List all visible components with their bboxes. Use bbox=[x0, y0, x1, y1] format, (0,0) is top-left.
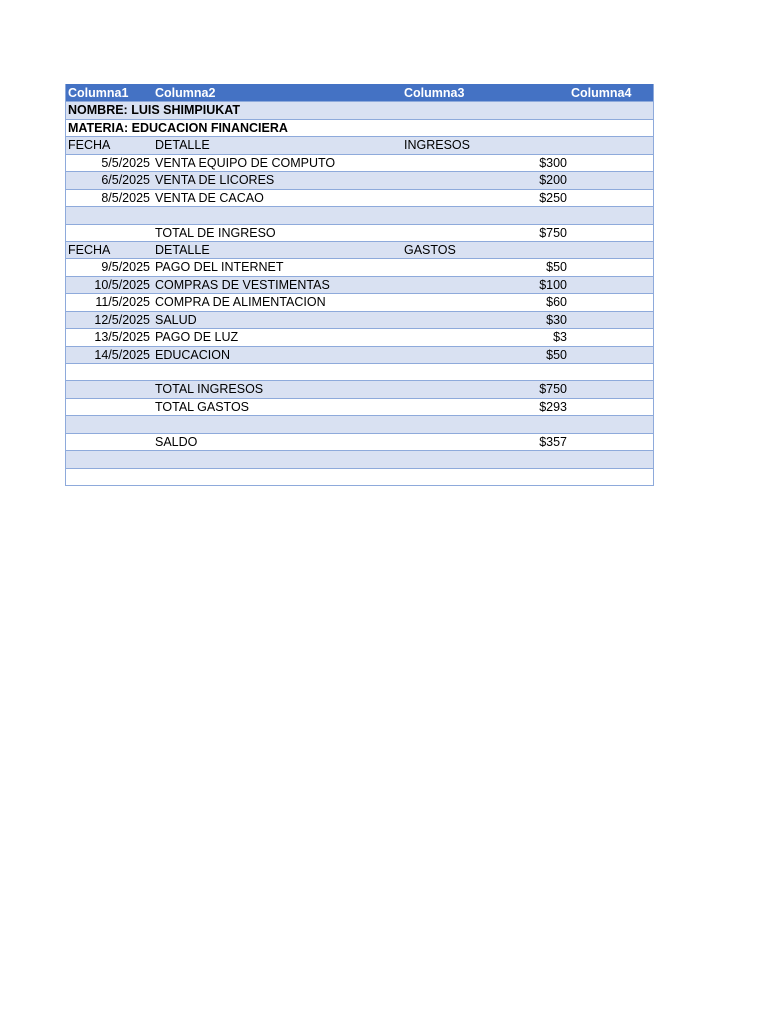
table-row-empty[interactable] bbox=[66, 468, 653, 485]
table-row-gasto bbox=[66, 293, 653, 310]
total-ingresos-label[interactable]: TOTAL INGRESOS bbox=[155, 382, 264, 397]
table-row-materia bbox=[66, 119, 653, 136]
total-gastos-value[interactable]: $293 bbox=[539, 399, 567, 414]
table-row-empty[interactable] bbox=[66, 363, 653, 380]
table-row-total-ingresos bbox=[66, 380, 653, 397]
detalle-cell[interactable]: VENTA EQUIPO DE COMPUTO bbox=[155, 155, 336, 170]
saldo-value[interactable]: $357 bbox=[539, 434, 567, 449]
table-header-row bbox=[66, 84, 653, 101]
column-header-2[interactable]: Columna2 bbox=[155, 86, 216, 100]
table-row-gastos-header bbox=[66, 241, 653, 258]
table-row-ingreso bbox=[66, 189, 653, 206]
column-header-1[interactable]: Columna1 bbox=[68, 86, 129, 100]
fecha-cell[interactable]: 10/5/2025 bbox=[94, 277, 150, 292]
table-row-gasto bbox=[66, 276, 653, 293]
table-row-empty[interactable] bbox=[66, 206, 653, 223]
detalle-label[interactable]: DETALLE bbox=[155, 138, 210, 153]
total-ingresos-value[interactable]: $750 bbox=[539, 382, 567, 397]
monto-cell[interactable]: $50 bbox=[546, 260, 567, 275]
detalle-cell[interactable]: PAGO DE LUZ bbox=[155, 330, 239, 345]
detalle-cell[interactable]: SALUD bbox=[155, 312, 197, 327]
spreadsheet-table bbox=[65, 84, 654, 486]
table-row-ingresos-header bbox=[66, 136, 653, 153]
monto-cell[interactable]: $3 bbox=[553, 330, 567, 345]
fecha-cell[interactable]: 13/5/2025 bbox=[94, 330, 150, 345]
monto-cell[interactable]: $300 bbox=[539, 155, 567, 170]
table-row-gasto bbox=[66, 311, 653, 328]
detalle-cell[interactable]: COMPRAS DE VESTIMENTAS bbox=[155, 277, 330, 292]
detalle-cell[interactable]: VENTA DE CACAO bbox=[155, 190, 264, 205]
saldo-label[interactable]: SALDO bbox=[155, 434, 198, 449]
fecha-label[interactable]: FECHA bbox=[68, 138, 111, 153]
monto-cell[interactable]: $50 bbox=[546, 347, 567, 362]
detalle-cell[interactable]: EDUCACION bbox=[155, 347, 231, 362]
table-row-saldo bbox=[66, 433, 653, 450]
fecha-cell[interactable]: 9/5/2025 bbox=[101, 260, 150, 275]
fecha-cell[interactable]: 14/5/2025 bbox=[94, 347, 150, 362]
ingresos-label[interactable]: INGRESOS bbox=[404, 138, 470, 153]
detalle-cell[interactable]: COMPRA DE ALIMENTACION bbox=[155, 295, 326, 310]
monto-cell[interactable]: $60 bbox=[546, 295, 567, 310]
table-row-empty[interactable] bbox=[66, 415, 653, 432]
monto-cell[interactable]: $250 bbox=[539, 190, 567, 205]
total-ingreso-value[interactable]: $750 bbox=[539, 225, 567, 240]
table-row-ingreso bbox=[66, 154, 653, 171]
fecha-cell[interactable]: 11/5/2025 bbox=[95, 295, 150, 310]
detalle-cell[interactable]: PAGO DEL INTERNET bbox=[155, 260, 284, 275]
total-gastos-label[interactable]: TOTAL GASTOS bbox=[155, 399, 250, 414]
gastos-label[interactable]: GASTOS bbox=[404, 242, 456, 257]
fecha-cell[interactable]: 12/5/2025 bbox=[94, 312, 150, 327]
column-header-4[interactable]: Columna4 bbox=[571, 86, 632, 100]
table-row-nombre bbox=[66, 101, 653, 118]
monto-cell[interactable]: $100 bbox=[539, 277, 567, 292]
fecha-cell[interactable]: 6/5/2025 bbox=[101, 173, 150, 188]
table-row-total-ingreso bbox=[66, 224, 653, 241]
nombre-cell[interactable]: NOMBRE: LUIS SHIMPIUKAT bbox=[68, 103, 240, 118]
fecha-label[interactable]: FECHA bbox=[68, 242, 111, 257]
monto-cell[interactable]: $200 bbox=[539, 173, 567, 188]
table-row-gasto bbox=[66, 258, 653, 275]
column-header-3[interactable]: Columna3 bbox=[404, 86, 465, 100]
table-row-gasto bbox=[66, 346, 653, 363]
fecha-cell[interactable]: 8/5/2025 bbox=[101, 190, 150, 205]
fecha-cell[interactable]: 5/5/2025 bbox=[101, 155, 150, 170]
detalle-cell[interactable]: VENTA DE LICORES bbox=[155, 173, 275, 188]
table-row-empty[interactable] bbox=[66, 450, 653, 467]
detalle-label[interactable]: DETALLE bbox=[155, 242, 210, 257]
table-row-ingreso bbox=[66, 171, 653, 188]
materia-cell[interactable]: MATERIA: EDUCACION FINANCIERA bbox=[68, 120, 288, 135]
monto-cell[interactable]: $30 bbox=[546, 312, 567, 327]
table-row-gasto bbox=[66, 328, 653, 345]
total-ingreso-label[interactable]: TOTAL DE INGRESO bbox=[155, 225, 276, 240]
table-row-total-gastos bbox=[66, 398, 653, 415]
